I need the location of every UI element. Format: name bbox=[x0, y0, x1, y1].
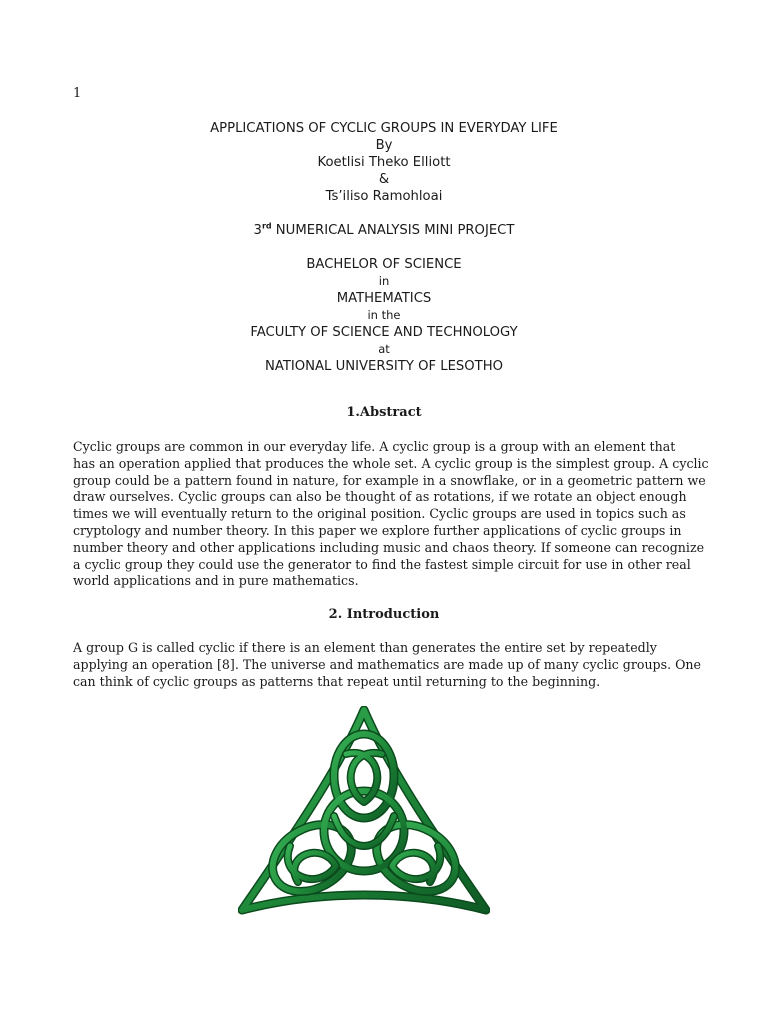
ampersand: & bbox=[378, 172, 390, 187]
abstract-line: cryptology and number theory. In this paper we explore further applications of cyclic groups in bbox=[73, 522, 682, 538]
abstract-line: a cyclic group they could use the generator to find the fastest simple circuit for use in other real bbox=[73, 556, 691, 572]
at-label: at bbox=[378, 342, 390, 356]
abstract-line: Cyclic groups are common in our everyday life. A cyclic group is a group with an element that bbox=[73, 439, 676, 454]
project-name: NUMERICAL ANALYSIS MINI PROJECT bbox=[271, 223, 515, 238]
abstract-paragraph bbox=[73, 439, 709, 590]
introduction-heading: 2. Introduction bbox=[328, 607, 440, 622]
author-2: Ts’iliso Ramohloai bbox=[325, 189, 443, 204]
abstract-line: has an operation applied that produces the whole set. A cyclic group is the simplest group. A cyclic bbox=[73, 455, 709, 471]
by-label: By bbox=[375, 138, 393, 153]
project-ordinal: 3 bbox=[253, 223, 262, 238]
degree: BACHELOR OF SCIENCE bbox=[306, 257, 462, 272]
spacer bbox=[0, 205, 768, 222]
spacer bbox=[0, 239, 768, 256]
university: NATIONAL UNIVERSITY OF LESOTHO bbox=[264, 359, 504, 374]
abstract-line: draw ourselves. Cyclic groups can also be thought of as rotations, if we rotate an object enough bbox=[73, 489, 687, 505]
title-block bbox=[0, 120, 768, 375]
faculty: FACULTY OF SCIENCE AND TECHNOLOGY bbox=[250, 325, 518, 340]
abstract-heading: 1.Abstract bbox=[346, 405, 422, 420]
in-the-label: in the bbox=[367, 308, 401, 322]
introduction-line: applying an operation [8]. The universe and mathematics are made up of many cyclic groups. One bbox=[73, 656, 701, 672]
introduction-line: A group G is called cyclic if there is an element than generates the entire set by repeatedly bbox=[73, 640, 657, 655]
abstract-line: group could be a pattern found in nature, for example in a snowflake, or in a geometric pattern we bbox=[73, 472, 706, 488]
subject: MATHEMATICS bbox=[336, 291, 432, 306]
introduction-paragraph bbox=[73, 640, 703, 690]
author-1: Koetlisi Theko Elliott bbox=[317, 155, 451, 170]
abstract-line: times we will eventually return to the original position. Cyclic groups are used in topics such as bbox=[73, 506, 686, 522]
introduction-line: can think of cyclic groups as patterns that repeat until returning to the beginning. bbox=[73, 673, 601, 689]
celtic-triquetra-knot-icon bbox=[238, 706, 490, 916]
document-title: APPLICATIONS OF CYCLIC GROUPS IN EVERYDAY LIFE bbox=[210, 121, 558, 136]
abstract-line: world applications and in pure mathematics. bbox=[73, 573, 359, 589]
project-line bbox=[0, 222, 768, 239]
project-ordinal-suffix: rd bbox=[261, 221, 272, 231]
abstract-line: number theory and other applications including music and chaos theory. If someone can recognize bbox=[73, 539, 705, 555]
in-label: in bbox=[378, 274, 390, 288]
page-number: 1 bbox=[73, 86, 82, 101]
